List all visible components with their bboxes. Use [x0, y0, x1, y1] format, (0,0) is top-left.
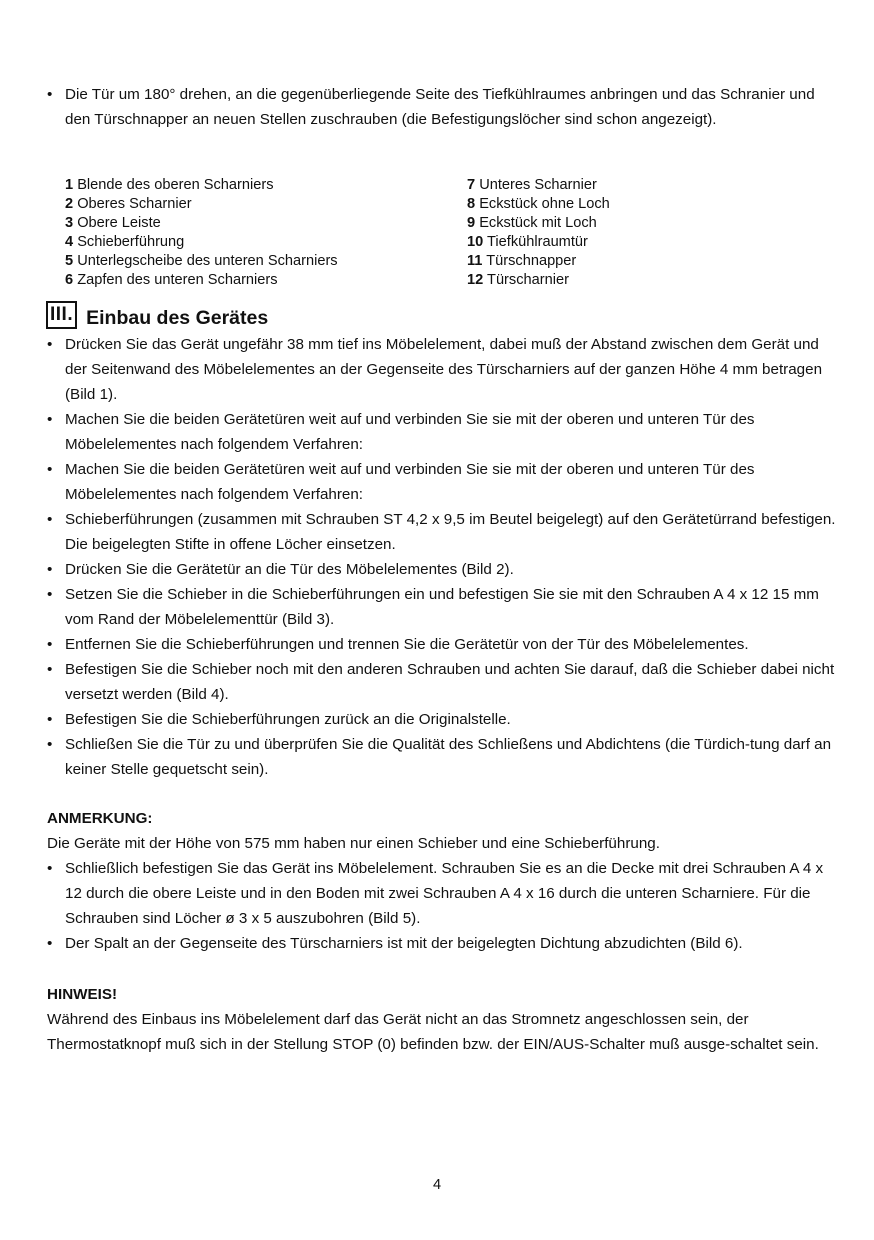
legend-text: Blende des oberen Scharniers: [77, 177, 274, 193]
step-item: • Befestigen Sie die Schieber noch mit den anderen Schrauben und achten Sie darauf, daß die Schieber dabei nicht versetzt werden (Bild 4).: [47, 657, 837, 707]
legend-number: 8: [467, 196, 476, 212]
intro-bullet: • Die Tür um 180° drehen, an die gegenüberliegende Seite des Tiefkühlraumes anbringen und das Schranier und den Türschnapper an neuen Stellen zuschrauben (die Befestigungslöcher sind schon angezeigt).: [47, 82, 837, 132]
legend-number: 1: [65, 177, 74, 193]
step-item: • Entfernen Sie die Schieberführungen und trennen Sie die Gerätetür von der Tür des Möbelelementes.: [47, 632, 837, 657]
section-heading: [46, 300, 268, 330]
note-bullet: • Schließlich befestigen Sie das Gerät ins Möbelelement. Schrauben Sie es an die Decke mit drei Schrauben A 4 x 12 durch die obere Leiste und in den Boden mit zwei Schrauben A 4 x 16 durch die unteren Scharniere. Für die Schrauben sind Löcher ø 3 x 5 auszubohren (Bild 5).: [47, 856, 837, 931]
legend-text: Unterlegscheibe des unteren Scharniers: [77, 253, 338, 269]
legend-item: [65, 271, 338, 290]
step-item: • Machen Sie die beiden Gerätetüren weit auf und verbinden Sie sie mit der oberen und unteren Tür des Möbelelementes nach folgendem Verfahren:: [47, 457, 837, 507]
step-item: • Setzen Sie die Schieber in die Schieberführungen ein und befestigen Sie sie mit den Schrauben A 4 x 12 15 mm vom Rand der Möbelelementtür (Bild 3).: [47, 582, 837, 632]
legend-text: Obere Leiste: [77, 215, 161, 231]
legend-item: [467, 214, 610, 233]
legend-item: [65, 214, 338, 233]
legend-item: [467, 233, 610, 252]
hint-block: [47, 982, 837, 1057]
legend-number: 4: [65, 234, 74, 250]
note-list: [47, 856, 837, 956]
hint-label: HINWEIS!: [47, 986, 118, 1003]
legend-number: 5: [65, 253, 74, 269]
step-item: • Schieberführungen (zusammen mit Schrauben ST 4,2 x 9,5 im Beutel beigelegt) auf den Gerätetürrand befestigen. Die beigelegten Stifte in offene Löcher einsetzen.: [47, 507, 837, 557]
legend-text: Eckstück ohne Loch: [479, 196, 610, 212]
legend-item: [65, 252, 338, 271]
legend-item: [467, 252, 610, 271]
legend-number: 12: [467, 272, 484, 288]
legend-number: 2: [65, 196, 74, 212]
legend-item: [467, 176, 610, 195]
page-number: 4: [432, 1177, 442, 1193]
note-bullet: • Der Spalt an der Gegenseite des Türscharniers ist mit der beigelegten Dichtung abzudichten (Bild 6).: [47, 931, 837, 956]
legend-text: Eckstück mit Loch: [479, 215, 597, 231]
section-numeral: III.: [46, 301, 77, 329]
legend-item: [467, 271, 610, 290]
step-item: • Schließen Sie die Tür zu und überprüfen Sie die Qualität des Schließens und Abdichtens (die Türdich-tung darf an keiner Stelle gequetscht sein).: [47, 732, 837, 782]
legend-text: Unteres Scharnier: [479, 177, 597, 193]
legend-text: Türschnapper: [486, 253, 577, 269]
legend-number: 7: [467, 177, 476, 193]
legend-item: [65, 233, 338, 252]
legend-number: 9: [467, 215, 476, 231]
legend-text: Schieberführung: [77, 234, 185, 250]
parts-legend-left: [65, 176, 338, 290]
legend-number: 3: [65, 215, 74, 231]
note-label: ANMERKUNG:: [47, 810, 153, 827]
installation-steps: [47, 332, 837, 782]
legend-number: 11: [467, 253, 483, 269]
step-item: • Machen Sie die beiden Gerätetüren weit auf und verbinden Sie sie mit der oberen und unteren Tür des Möbelelementes nach folgendem Verfahren:: [47, 407, 837, 457]
step-item: • Drücken Sie das Gerät ungefähr 38 mm tief ins Möbelelement, dabei muß der Abstand zwischen dem Gerät und der Seitenwand des Möbelelementes an der Gegenseite des Türscharniers auf der ganzen Höhe 4 mm betragen (Bild 1).: [47, 332, 837, 407]
legend-text: Oberes Scharnier: [77, 196, 192, 212]
note-block: [47, 806, 837, 956]
step-item: • Drücken Sie die Gerätetür an die Tür des Möbelelementes (Bild 2).: [47, 557, 837, 582]
hint-text: Während des Einbaus ins Möbelelement darf das Gerät nicht an das Stromnetz angeschlossen sein, der Thermostatknopf muß sich in der Stellung STOP (0) befinden bzw. der EIN/AUS-Schalter muß ausge-schaltet sein.: [47, 1011, 819, 1053]
legend-text: Tiefkühlraumtür: [487, 234, 588, 250]
legend-item: [65, 195, 338, 214]
step-item: • Befestigen Sie die Schieberführungen zurück an die Originalstelle.: [47, 707, 837, 732]
legend-item: [467, 195, 610, 214]
legend-item: [65, 176, 338, 195]
legend-text: Zapfen des unteren Scharniers: [77, 272, 278, 288]
section-title: Einbau des Gerätes: [86, 306, 269, 329]
legend-number: 6: [65, 272, 74, 288]
legend-text: Türscharnier: [487, 272, 569, 288]
legend-number: 10: [467, 234, 484, 250]
note-text: Die Geräte mit der Höhe von 575 mm haben nur einen Schieber und eine Schieberführung.: [47, 835, 660, 852]
parts-legend-right: [467, 176, 610, 290]
intro-list: [47, 82, 837, 132]
